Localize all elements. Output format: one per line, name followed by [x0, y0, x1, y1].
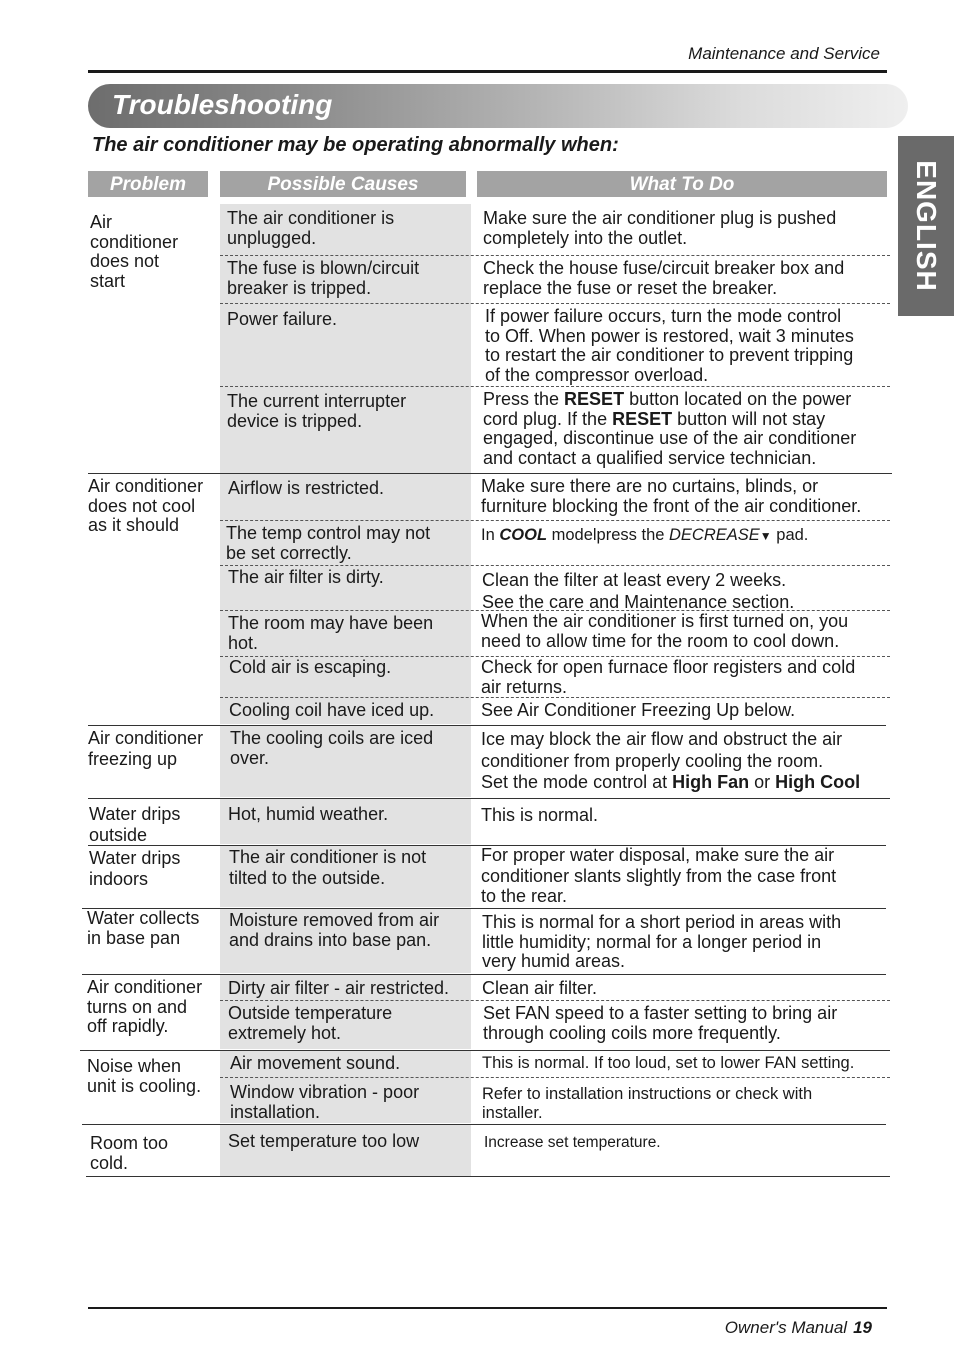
cause-cell: The temp control may not be set correctly.	[226, 523, 431, 563]
table-bottom-rule	[86, 1176, 890, 1177]
solution-cell: Clean the filter at least every 2 weeks. See the care and Maintenance section.	[482, 570, 795, 612]
header-rule	[88, 70, 887, 73]
solution-cell: This is normal for a short period in areas with little humidity; normal for a longer period in very humid areas.	[482, 912, 842, 971]
cause-cell: Set temperature too low	[228, 1131, 420, 1151]
row-separator	[88, 798, 890, 799]
section-title-bar	[88, 84, 908, 128]
cause-cell: Power failure.	[227, 309, 338, 329]
text-run: In	[481, 526, 500, 544]
solution-cell: See Air Conditioner Freezing Up below.	[481, 700, 796, 720]
problem-cell: Water drips outside	[89, 804, 181, 845]
solution-cell: This is normal. If too loud, set to lower FAN setting.	[482, 1054, 855, 1072]
problem-cell: Air conditioner freezing up	[88, 728, 204, 769]
reset-button-label: RESET	[564, 389, 625, 409]
row-separator	[88, 725, 886, 726]
page-number: 19	[853, 1318, 872, 1337]
row-divider	[220, 386, 890, 387]
cause-cell: Moisture removed from air and drains into base pan.	[229, 910, 440, 950]
running-header: Maintenance and Service	[688, 44, 880, 63]
text-run: Press the	[483, 389, 565, 409]
problem-cell: Air conditioner does not start	[90, 212, 179, 291]
problem-cell: Room too cold.	[90, 1133, 169, 1173]
solution-cell	[481, 729, 860, 794]
solution-cell: Refer to installation instructions or check with installer.	[482, 1085, 813, 1122]
solution-cell: If power failure occurs, turn the mode control to Off. When power is restored, wait 3 minutes to restart the air conditioner to prevent tripping of the compressor overload.	[485, 306, 854, 385]
manual-name: Owner's Manual	[724, 1318, 848, 1337]
row-divider	[220, 565, 890, 566]
row-divider	[220, 697, 890, 698]
problem-cell: Air conditioner turns on and off rapidly.	[87, 977, 203, 1036]
row-divider	[220, 1077, 890, 1078]
text-run: button will not stay engaged, discontinue use of the air conditioner and contact a qualified service technician.	[483, 408, 857, 468]
solution-cell	[481, 526, 808, 546]
cause-cell: The current interrupter device is tripped.	[227, 391, 407, 431]
cause-cell: Dirty air filter - air restricted.	[228, 978, 450, 998]
section-title: Troubleshooting	[112, 89, 333, 120]
problem-cell: Water collects in base pan	[87, 908, 200, 948]
cause-cell: The air filter is dirty.	[228, 567, 384, 587]
solution-cell: Clean air filter.	[482, 978, 598, 998]
solution-cell: When the air conditioner is first turned on, you need to allow time for the room to cool down.	[481, 611, 849, 651]
row-separator	[80, 1050, 890, 1051]
cause-cell: Airflow is restricted.	[228, 478, 385, 498]
language-tab-label: ENGLISH	[911, 160, 942, 292]
text-run: button located on the power cord plug. If the	[483, 389, 852, 429]
problem-cell: Water drips indoors	[89, 848, 181, 889]
causes-shading	[220, 474, 471, 724]
solution-cell: This is normal.	[481, 805, 599, 825]
solution-cell: Check for open furnace floor registers and cold air returns.	[481, 657, 856, 697]
text-run: modelpress the	[547, 526, 670, 544]
solution-cell: Increase set temperature.	[484, 1134, 661, 1151]
solution-cell: Set FAN speed to a faster setting to bring air through cooling coils more frequently.	[483, 1003, 838, 1043]
row-separator	[82, 974, 886, 975]
text-run: Ice may block the air flow and obstruct the air conditioner from properly cooling the room. Set the mode control at	[481, 729, 843, 792]
cause-cell: Outside temperature extremely hot.	[228, 1003, 393, 1043]
row-divider	[220, 303, 890, 304]
language-tab	[898, 136, 954, 316]
row-divider	[220, 1000, 890, 1001]
text-run: or	[749, 772, 776, 792]
cause-cell: The air conditioner is not tilted to the outside.	[229, 847, 427, 888]
down-arrow-icon: ▼	[759, 529, 772, 543]
cause-cell: Cold air is escaping.	[229, 657, 392, 677]
text-run: pad.	[771, 526, 809, 544]
cause-cell: The room may have been hot.	[228, 613, 434, 653]
solution-cell: For proper water disposal, make sure the air conditioner slants slightly from the case front to the rear.	[481, 845, 837, 906]
cause-cell: Hot, humid weather.	[228, 804, 389, 824]
cause-cell: The fuse is blown/circuit breaker is tripped.	[227, 258, 420, 298]
high-fan-label: High Fan	[672, 772, 750, 792]
row-separator	[82, 1124, 886, 1125]
cause-cell: Air movement sound.	[230, 1053, 401, 1073]
row-separator	[88, 473, 892, 474]
reset-button-label: RESET	[612, 408, 673, 429]
cool-mode-label: COOL	[499, 526, 548, 544]
column-header-causes: Possible Causes	[220, 171, 466, 197]
problem-cell: Air conditioner does not cool as it should	[88, 476, 204, 535]
row-divider	[220, 520, 890, 521]
column-header-what-to-do: What To Do	[477, 171, 887, 197]
footer	[725, 1318, 872, 1338]
column-header-problem: Problem	[88, 171, 208, 197]
solution-cell: Make sure the air conditioner plug is pushed completely into the outlet.	[483, 208, 837, 248]
cause-cell: The cooling coils are iced over.	[230, 728, 434, 768]
row-separator	[82, 908, 886, 909]
footer-rule	[88, 1307, 887, 1309]
solution-cell	[483, 390, 856, 468]
solution-cell: Make sure there are no curtains, blinds, or furniture blocking the front of the air conditioner.	[481, 476, 862, 516]
high-cool-label: High Cool	[775, 772, 861, 792]
cause-cell: Window vibration - poor installation.	[230, 1082, 420, 1122]
problem-cell: Noise when unit is cooling.	[87, 1056, 202, 1096]
solution-cell: Check the house fuse/circuit breaker box and replace the fuse or reset the breaker.	[483, 258, 845, 298]
row-divider	[220, 255, 890, 256]
cause-cell: The air conditioner is unplugged.	[227, 208, 395, 248]
table-intro: The air conditioner may be operating abnormally when:	[92, 134, 619, 156]
cause-cell: Cooling coil have iced up.	[229, 700, 435, 720]
decrease-pad-label: DECREASE	[669, 526, 760, 544]
